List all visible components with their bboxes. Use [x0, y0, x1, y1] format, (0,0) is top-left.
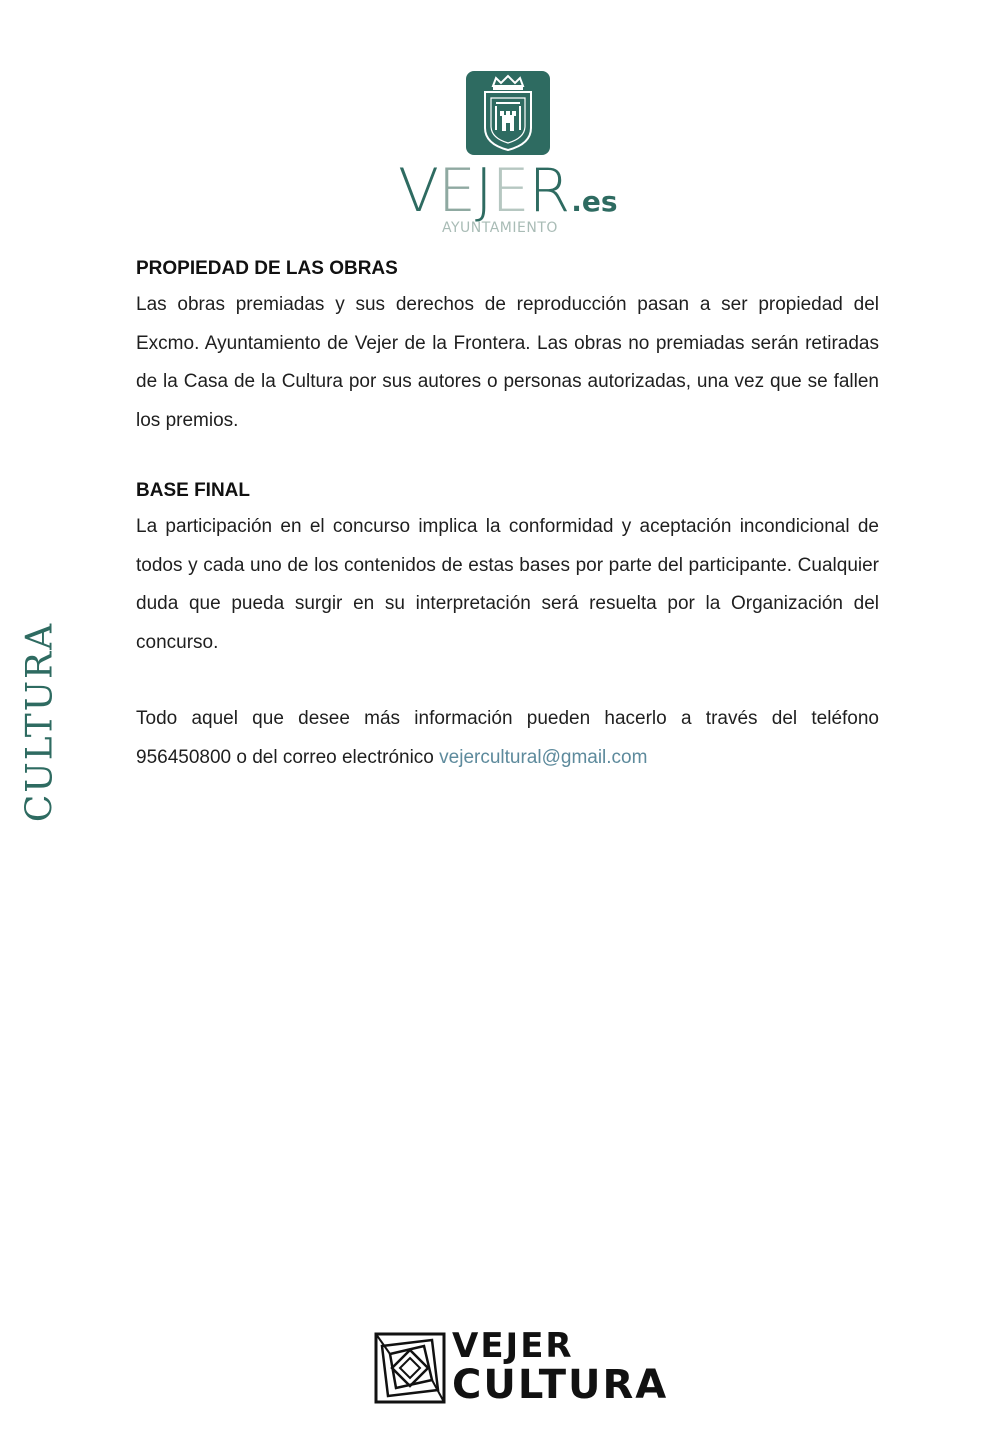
email-link[interactable]: vejercultural@gmail.com [439, 746, 648, 768]
section-title-propiedad: PROPIEDAD DE LAS OBRAS [136, 258, 398, 279]
vejer-wordmark [398, 156, 628, 226]
wordmark-letter: R [528, 156, 570, 226]
ayuntamiento-subtitle: AYUNTAMIENTO [442, 220, 558, 236]
header-logo [0, 64, 1006, 244]
section-title-base-final: BASE FINAL [136, 480, 250, 501]
contact-paragraph [136, 700, 879, 777]
contact-text: Todo aquel que desee más información pueden hacerlo a través del teléfono 956450800 o del correo electrónico [136, 708, 879, 768]
main-content [136, 256, 879, 777]
section-body-base-final: La participación en el concurso implica la conformidad y aceptación incondicional de todos y cada uno de los contenidos de estas bases por parte del participante. Cualquier duda que pueda surgir en su interpretación será resuelta por la Organización del concurso. [136, 516, 879, 653]
wordmark-suffix: .es [571, 185, 618, 218]
vejer-crest-icon [465, 70, 551, 156]
wordmark-letter: E [438, 156, 475, 226]
wordmark-letter: V [398, 156, 439, 226]
footer-vejer: VEJER [452, 1326, 574, 1366]
vejer-cultura-mark-icon [374, 1332, 446, 1404]
section-body-propiedad: Las obras premiadas y sus derechos de reproducción pasan a ser propiedad del Excmo. Ayuntamiento de Vejer de la Frontera. Las obras no premiadas serán retiradas de la Casa de la Cultura por sus autores o personas autorizadas, una vez que se fallen los premios. [136, 294, 879, 431]
side-label-cultura: CULTURA [19, 621, 61, 823]
wordmark-letter: J [474, 156, 492, 226]
footer-logo [374, 1326, 684, 1408]
footer-cultura: CULTURA [452, 1362, 669, 1408]
wordmark-letter: E [491, 156, 529, 226]
